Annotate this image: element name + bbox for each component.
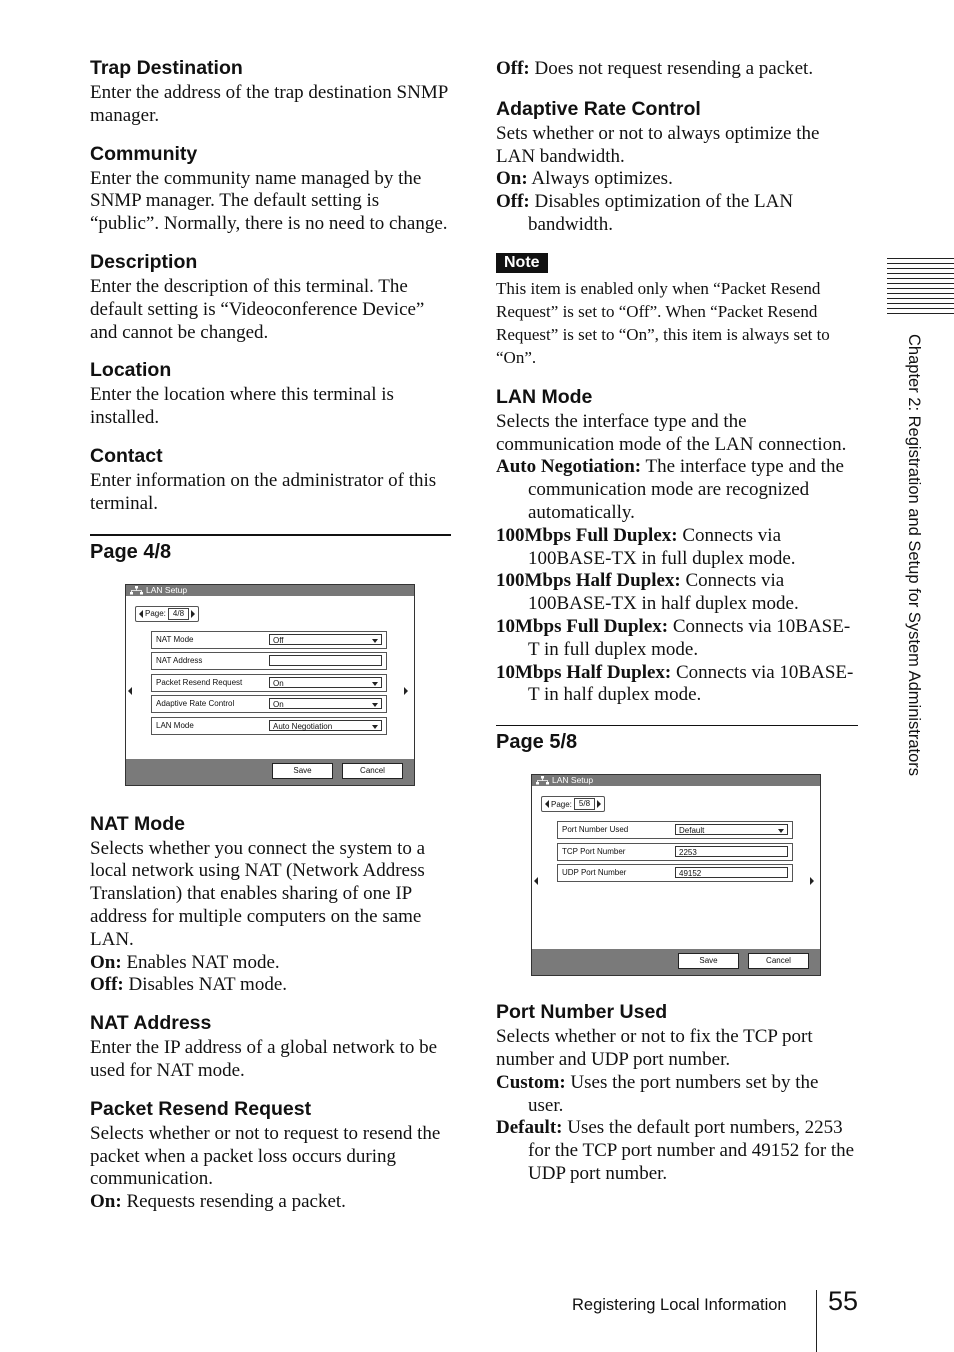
page-4-heading: Page 4/8 <box>90 540 172 563</box>
description-text: Enter the description of this terminal. The default setting is “Videoconference Device” and cannot be changed. <box>90 275 425 343</box>
note-block <box>496 253 858 369</box>
lan-option <box>496 456 858 524</box>
row-label: UDP Port Number <box>562 868 627 878</box>
default-label: Default: <box>496 1117 563 1139</box>
page-selector[interactable] <box>541 796 605 812</box>
nat-mode-section <box>90 812 452 998</box>
note-badge: Note <box>496 253 548 273</box>
lan-mode-section <box>496 385 858 707</box>
page-next-icon[interactable] <box>597 800 601 808</box>
lan-option <box>496 662 858 708</box>
row-label: Packet Resend Request <box>156 677 243 687</box>
on-text: Enables NAT mode. <box>121 951 280 973</box>
lan-mode-text: Selects the interface type and the communication mode of the LAN connection. <box>496 410 847 455</box>
description-section <box>90 250 452 344</box>
on-label: On: <box>90 1191 122 1213</box>
select-value: Auto Negotiation <box>273 721 333 731</box>
nat-address-input[interactable] <box>269 655 382 666</box>
save-button[interactable]: Save <box>678 953 739 969</box>
contact-section <box>90 444 452 516</box>
lan-option <box>496 616 858 662</box>
lan-setup-dialog-page-4 <box>125 584 415 786</box>
row-label: TCP Port Number <box>562 846 626 856</box>
note-text: This item is enabled only when “Packet Resend Request” is set to “Off”. When “Packet Resend Request” is set to “On”, this item is always set to “On”. <box>496 278 830 367</box>
left-column <box>90 56 452 1228</box>
custom-line <box>496 1072 858 1118</box>
select-value: On <box>273 700 284 710</box>
lan-mode-heading: LAN Mode <box>496 385 593 408</box>
settings-rows <box>151 631 387 739</box>
dialog-title: LAN Setup <box>146 584 188 595</box>
option-label: 100Mbps Half Duplex: <box>496 570 681 592</box>
network-icon <box>130 586 143 595</box>
select-value: Off <box>273 635 284 645</box>
option-text: Connects via 100BASE-TX in half duplex mode. <box>528 570 799 615</box>
off-text: Disables NAT mode. <box>123 974 288 996</box>
port-number-used-select[interactable] <box>675 824 788 835</box>
select-value: On <box>273 678 284 688</box>
option-text: Connects via 100BASE-TX in full duplex mode. <box>528 524 796 569</box>
packet-resend-on-line <box>90 1191 452 1214</box>
trap-destination-text: Enter the address of the trap destination SNMP manager. <box>90 82 448 126</box>
off-label: Off: <box>496 191 530 213</box>
row-label: NAT Address <box>156 656 203 666</box>
adaptive-rate-section <box>496 97 858 237</box>
row-label: Port Number Used <box>562 825 629 835</box>
adaptive-on-line <box>496 168 858 191</box>
location-heading: Location <box>90 359 172 382</box>
right-column <box>496 58 858 1200</box>
settings-rows <box>557 821 793 886</box>
page-selector[interactable] <box>135 606 199 622</box>
option-label: 10Mbps Full Duplex: <box>496 615 669 637</box>
packet-resend-row <box>151 674 387 692</box>
contact-text: Enter information on the administrator of this terminal. <box>90 469 437 514</box>
custom-text: Uses the port numbers set by the user. <box>528 1071 819 1116</box>
row-label: NAT Mode <box>156 634 194 644</box>
packet-resend-off-line <box>496 58 858 81</box>
dialog-titlebar <box>532 775 820 786</box>
save-button[interactable]: Save <box>272 763 333 779</box>
page-value: 5/8 <box>574 798 595 810</box>
on-text: Always optimizes. <box>527 168 673 190</box>
trap-destination-heading: Trap Destination <box>90 57 243 79</box>
default-text: Uses the default port numbers, 2253 for the TCP port number and 49152 for the UDP port number. <box>528 1117 855 1184</box>
location-section <box>90 358 452 430</box>
tcp-port-input[interactable] <box>675 846 788 857</box>
footer-divider <box>816 1290 817 1352</box>
page-number: 55 <box>828 1286 859 1316</box>
chevron-down-icon <box>778 829 784 833</box>
off-label: Off: <box>90 974 124 996</box>
port-number-used-heading: Port Number Used <box>496 1001 668 1024</box>
chapter-side-title: Chapter 2: Registration and Setup for System Administrators <box>905 334 923 777</box>
dialog-titlebar <box>126 585 414 596</box>
default-line <box>496 1117 858 1185</box>
adaptive-off-line <box>496 191 858 237</box>
cancel-button[interactable]: Cancel <box>748 953 809 969</box>
input-value: 49152 <box>679 869 702 879</box>
udp-port-row <box>557 864 793 882</box>
lan-mode-select[interactable] <box>269 720 382 731</box>
port-number-used-text: Selects whether or not to fix the TCP port number and UDP port number. <box>496 1026 813 1070</box>
dialog-title: LAN Setup <box>552 775 594 786</box>
adaptive-rate-text: Sets whether or not to always optimize the LAN bandwidth. <box>496 122 820 167</box>
on-label: On: <box>496 168 528 190</box>
dialog-button-bar <box>532 949 820 975</box>
port-number-used-section <box>496 1000 858 1186</box>
chevron-down-icon <box>372 725 378 729</box>
port-number-used-row <box>557 821 793 839</box>
nat-mode-heading: NAT Mode <box>90 812 185 835</box>
community-heading: Community <box>90 142 198 165</box>
nat-mode-text: Selects whether you connect the system to a local network using NAT (Network Address Translation) that enables sharing of one IP address for multiple computers on the same LAN. <box>90 837 426 950</box>
description-heading: Description <box>90 250 198 273</box>
row-label: LAN Mode <box>156 720 194 730</box>
page-label: Page: <box>145 609 166 619</box>
nat-mode-row <box>151 631 387 649</box>
dialog-button-bar <box>126 759 414 785</box>
scroll-left-icon[interactable] <box>534 877 538 885</box>
page-5-heading: Page 5/8 <box>496 731 578 754</box>
contact-heading: Contact <box>90 444 163 467</box>
packet-resend-section <box>90 1097 452 1214</box>
option-label: Auto Negotiation: <box>496 456 642 478</box>
option-text: The interface type and the communication mode are recognized automatically. <box>528 456 844 523</box>
lan-option <box>496 570 858 616</box>
option-text: Connects via 10BASE-T in full duplex mode. <box>528 615 851 660</box>
packet-resend-select[interactable] <box>269 677 382 688</box>
nat-mode-off-line <box>90 974 452 997</box>
adaptive-rate-select[interactable] <box>269 698 382 709</box>
scroll-right-icon[interactable] <box>404 687 408 695</box>
trap-destination-section <box>90 56 452 128</box>
option-text: Connects via 10BASE-T in half duplex mode. <box>528 661 854 706</box>
community-section <box>90 142 452 236</box>
chevron-down-icon <box>372 682 378 686</box>
nat-mode-select[interactable] <box>269 634 382 645</box>
page-4-header <box>90 534 451 564</box>
chevron-down-icon <box>372 639 378 643</box>
nat-address-row <box>151 652 387 670</box>
nat-address-heading: NAT Address <box>90 1012 212 1035</box>
chapter-tab-marker <box>887 258 954 318</box>
lan-option <box>496 525 858 571</box>
nat-mode-on-line <box>90 952 452 975</box>
tcp-port-row <box>557 843 793 861</box>
scroll-left-icon[interactable] <box>128 687 132 695</box>
option-label: 100Mbps Full Duplex: <box>496 524 678 546</box>
page-value: 4/8 <box>168 608 189 620</box>
scroll-right-icon[interactable] <box>810 877 814 885</box>
lan-setup-dialog-page-5 <box>531 774 821 976</box>
nat-address-text: Enter the IP address of a global network to be used for NAT mode. <box>90 1037 438 1081</box>
adaptive-rate-heading: Adaptive Rate Control <box>496 97 701 120</box>
nat-address-section <box>90 1011 452 1083</box>
lan-mode-row <box>151 717 387 735</box>
on-text: Requests resending a packet. <box>121 1191 346 1213</box>
network-icon <box>536 776 549 785</box>
page-5-header <box>496 725 858 754</box>
community-text: Enter the community name managed by the SNMP manager. The default setting is “public”. Normally, there is no need to change. <box>90 167 448 235</box>
on-label: On: <box>90 951 122 973</box>
off-label: Off: <box>496 58 530 79</box>
page-prev-icon[interactable] <box>545 800 549 808</box>
select-value: Default <box>679 826 705 836</box>
chevron-down-icon <box>372 703 378 707</box>
custom-label: Custom: <box>496 1071 566 1093</box>
off-text: Does not request resending a packet. <box>529 58 814 79</box>
udp-port-input[interactable] <box>675 867 788 878</box>
packet-resend-heading: Packet Resend Request <box>90 1097 312 1120</box>
input-value: 2253 <box>679 847 697 857</box>
location-text: Enter the location where this terminal is installed. <box>90 384 394 429</box>
footer-section-label: Registering Local Information <box>572 1296 787 1314</box>
off-text: Disables optimization of the LAN bandwidth. <box>528 191 794 235</box>
row-label: Adaptive Rate Control <box>156 699 235 709</box>
adaptive-rate-row <box>151 695 387 713</box>
option-label: 10Mbps Half Duplex: <box>496 661 672 683</box>
packet-resend-text: Selects whether or not to request to resend the packet when a packet loss occurs during communication. <box>90 1122 441 1190</box>
page-next-icon[interactable] <box>191 610 195 618</box>
page-prev-icon[interactable] <box>139 610 143 618</box>
cancel-button[interactable]: Cancel <box>342 763 403 779</box>
page-label: Page: <box>551 799 572 809</box>
